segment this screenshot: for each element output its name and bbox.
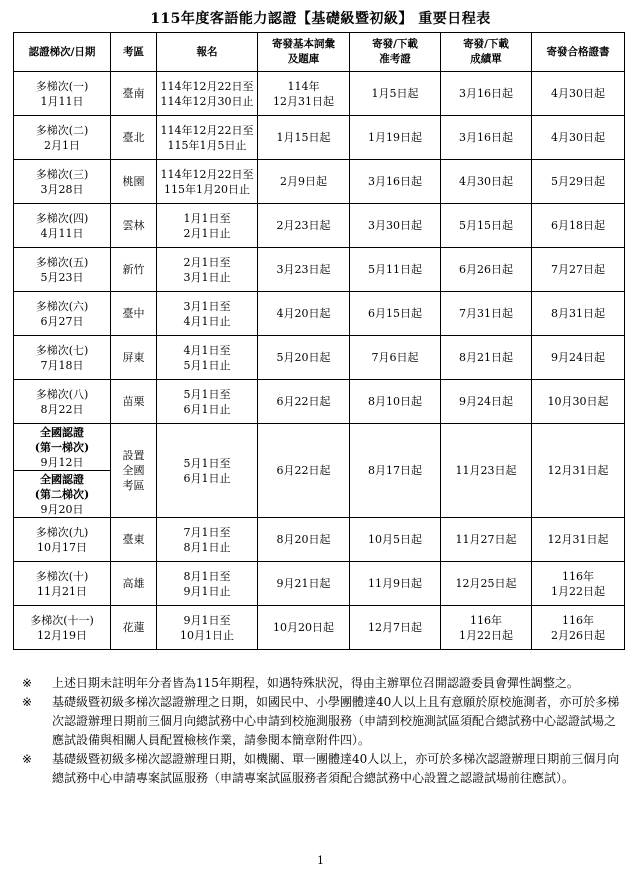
cell-national-session-2 <box>14 471 111 518</box>
cell-registration: 3月1日至 4月1日止 <box>157 292 258 336</box>
cell-vocab: 5月20日起 <box>258 336 350 380</box>
table-row <box>14 160 625 204</box>
table-row <box>14 292 625 336</box>
cell-area: 臺北 <box>111 116 157 160</box>
cell-registration: 114年12月22日至 115年1月20日止 <box>157 160 258 204</box>
cell-registration: 4月1日至 5月1日止 <box>157 336 258 380</box>
cell-area: 苗栗 <box>111 380 157 424</box>
cell-score: 4月30日起 <box>441 160 532 204</box>
cell-national-session-1 <box>14 424 111 471</box>
cell-vocab: 3月23日起 <box>258 248 350 292</box>
cell-score: 9月24日起 <box>441 380 532 424</box>
cell-national-certificate: 12月31日起 <box>532 424 625 518</box>
cell-vocab: 6月22日起 <box>258 380 350 424</box>
national-session-1-label: 全國認證 (第一梯次) <box>34 425 90 454</box>
cell-score: 3月16日起 <box>441 72 532 116</box>
note-item <box>22 750 622 788</box>
cell-area: 雲林 <box>111 204 157 248</box>
cell-area: 花蓮 <box>111 606 157 650</box>
cell-vocab: 114年 12月31日起 <box>258 72 350 116</box>
cell-certificate: 7月27日起 <box>532 248 625 292</box>
header-area: 考區 <box>111 33 157 72</box>
cell-national-vocab: 6月22日起 <box>258 424 350 518</box>
cell-ticket: 10月5日起 <box>350 518 441 562</box>
cell-area: 臺中 <box>111 292 157 336</box>
table-row <box>14 562 625 606</box>
cell-vocab: 10月20日起 <box>258 606 350 650</box>
cell-registration: 5月1日至 6月1日止 <box>157 380 258 424</box>
cell-registration: 114年12月22日至 115年1月5日止 <box>157 116 258 160</box>
cell-session: 多梯次(四) 4月11日 <box>14 204 111 248</box>
cell-score: 3月16日起 <box>441 116 532 160</box>
table-row <box>14 380 625 424</box>
cell-session: 多梯次(三) 3月28日 <box>14 160 111 204</box>
cell-session: 多梯次(十) 11月21日 <box>14 562 111 606</box>
cell-score: 11月27日起 <box>441 518 532 562</box>
cell-session: 多梯次(十一) 12月19日 <box>14 606 111 650</box>
cell-certificate: 4月30日起 <box>532 116 625 160</box>
cell-ticket: 8月10日起 <box>350 380 441 424</box>
cell-score: 7月31日起 <box>441 292 532 336</box>
cell-area: 臺南 <box>111 72 157 116</box>
cell-certificate: 5月29日起 <box>532 160 625 204</box>
cell-vocab: 2月23日起 <box>258 204 350 248</box>
cell-certificate: 12月31日起 <box>532 518 625 562</box>
cell-registration: 9月1日至 10月1日止 <box>157 606 258 650</box>
note-item <box>22 693 622 750</box>
cell-vocab: 9月21日起 <box>258 562 350 606</box>
cell-session: 多梯次(六) 6月27日 <box>14 292 111 336</box>
cell-score: 6月26日起 <box>441 248 532 292</box>
cell-area: 桃園 <box>111 160 157 204</box>
reference-mark-icon: ※ <box>22 676 33 690</box>
header-admission-ticket: 寄發/下載 准考證 <box>350 33 441 72</box>
note-text: 基礎級暨初級多梯次認證辦理日期，如機關、單一團體達40人以上，亦可於多梯次認證辦理日期前三個月向總試務中心申請專案試區服務（申請專案試區服務者須配合總試務中心設置之認證試場前往應試）。 <box>52 752 620 785</box>
cell-vocab: 8月20日起 <box>258 518 350 562</box>
cell-session: 多梯次(二) 2月1日 <box>14 116 111 160</box>
national-session-2-label: 全國認證 (第二梯次) <box>34 472 90 501</box>
table-row <box>14 606 625 650</box>
cell-registration: 8月1日至 9月1日止 <box>157 562 258 606</box>
cell-national-score: 11月23日起 <box>441 424 532 518</box>
cell-registration: 114年12月22日至 114年12月30日止 <box>157 72 258 116</box>
cell-certificate: 6月18日起 <box>532 204 625 248</box>
cell-ticket: 6月15日起 <box>350 292 441 336</box>
cell-score: 116年 1月22日起 <box>441 606 532 650</box>
reference-mark-icon: ※ <box>22 695 33 709</box>
header-score-report: 寄發/下載 成績單 <box>441 33 532 72</box>
reference-mark-icon: ※ <box>22 752 33 766</box>
cell-session: 多梯次(八) 8月22日 <box>14 380 111 424</box>
cell-session: 多梯次(九) 10月17日 <box>14 518 111 562</box>
header-vocab: 寄發基本詞彙 及題庫 <box>258 33 350 72</box>
note-text: 基礎級暨初級多梯次認證辦理之日期，如國民中、小學團體達40人以上且有意願於原校施測者，亦可於多梯次認證辦理日期前三個月向總試務中心申請到校施測服務（申請到校施測試區須配合總試務中心認證試場之應試設備與相關人員配置檢核作業，請參閱本簡章附件四）。 <box>52 695 620 747</box>
cell-vocab: 4月20日起 <box>258 292 350 336</box>
cell-ticket: 7月6日起 <box>350 336 441 380</box>
cell-registration: 1月1日至 2月1日止 <box>157 204 258 248</box>
page-number: 1 <box>317 854 324 867</box>
cell-area: 臺東 <box>111 518 157 562</box>
cell-ticket: 11月9日起 <box>350 562 441 606</box>
cell-ticket: 3月30日起 <box>350 204 441 248</box>
table-row <box>14 72 625 116</box>
cell-ticket: 1月5日起 <box>350 72 441 116</box>
note-item <box>22 674 622 693</box>
cell-session: 多梯次(一) 1月11日 <box>14 72 111 116</box>
table-header-row <box>14 33 625 72</box>
cell-national-registration: 5月1日至 6月1日止 <box>157 424 258 518</box>
cell-national-area: 設置 全國 考區 <box>111 424 157 518</box>
national-session-1-date: 9月12日 <box>40 455 84 469</box>
cell-area: 新竹 <box>111 248 157 292</box>
cell-ticket: 12月7日起 <box>350 606 441 650</box>
cell-area: 高雄 <box>111 562 157 606</box>
table-row <box>14 248 625 292</box>
schedule-table <box>13 32 625 650</box>
table-row <box>14 204 625 248</box>
cell-session: 多梯次(五) 5月23日 <box>14 248 111 292</box>
cell-certificate: 4月30日起 <box>532 72 625 116</box>
cell-area: 屏東 <box>111 336 157 380</box>
cell-score: 8月21日起 <box>441 336 532 380</box>
cell-national-ticket: 8月17日起 <box>350 424 441 518</box>
cell-certificate: 116年 2月26日起 <box>532 606 625 650</box>
table-row-national-1 <box>14 424 625 471</box>
cell-ticket: 5月11日起 <box>350 248 441 292</box>
cell-certificate: 10月30日起 <box>532 380 625 424</box>
header-certificate: 寄發合格證書 <box>532 33 625 72</box>
cell-session: 多梯次(七) 7月18日 <box>14 336 111 380</box>
cell-vocab: 2月9日起 <box>258 160 350 204</box>
cell-registration: 7月1日至 8月1日止 <box>157 518 258 562</box>
page-title: 115年度客語能力認證【基礎級暨初級】 重要日程表 <box>150 11 491 27</box>
cell-vocab: 1月15日起 <box>258 116 350 160</box>
cell-score: 12月25日起 <box>441 562 532 606</box>
table-row <box>14 116 625 160</box>
header-session: 認證梯次/日期 <box>14 33 111 72</box>
cell-registration: 2月1日至 3月1日止 <box>157 248 258 292</box>
cell-certificate: 9月24日起 <box>532 336 625 380</box>
cell-ticket: 3月16日起 <box>350 160 441 204</box>
notes-section <box>22 674 622 788</box>
table-row <box>14 518 625 562</box>
table-row <box>14 336 625 380</box>
header-registration: 報名 <box>157 33 258 72</box>
note-text: 上述日期未註明年分者皆為115年期程，如遇特殊狀況，得由主辦單位召開認證委員會彈性調整之。 <box>52 676 579 690</box>
national-session-2-date: 9月20日 <box>40 502 84 516</box>
cell-certificate: 116年 1月22日起 <box>532 562 625 606</box>
cell-ticket: 1月19日起 <box>350 116 441 160</box>
cell-certificate: 8月31日起 <box>532 292 625 336</box>
cell-score: 5月15日起 <box>441 204 532 248</box>
